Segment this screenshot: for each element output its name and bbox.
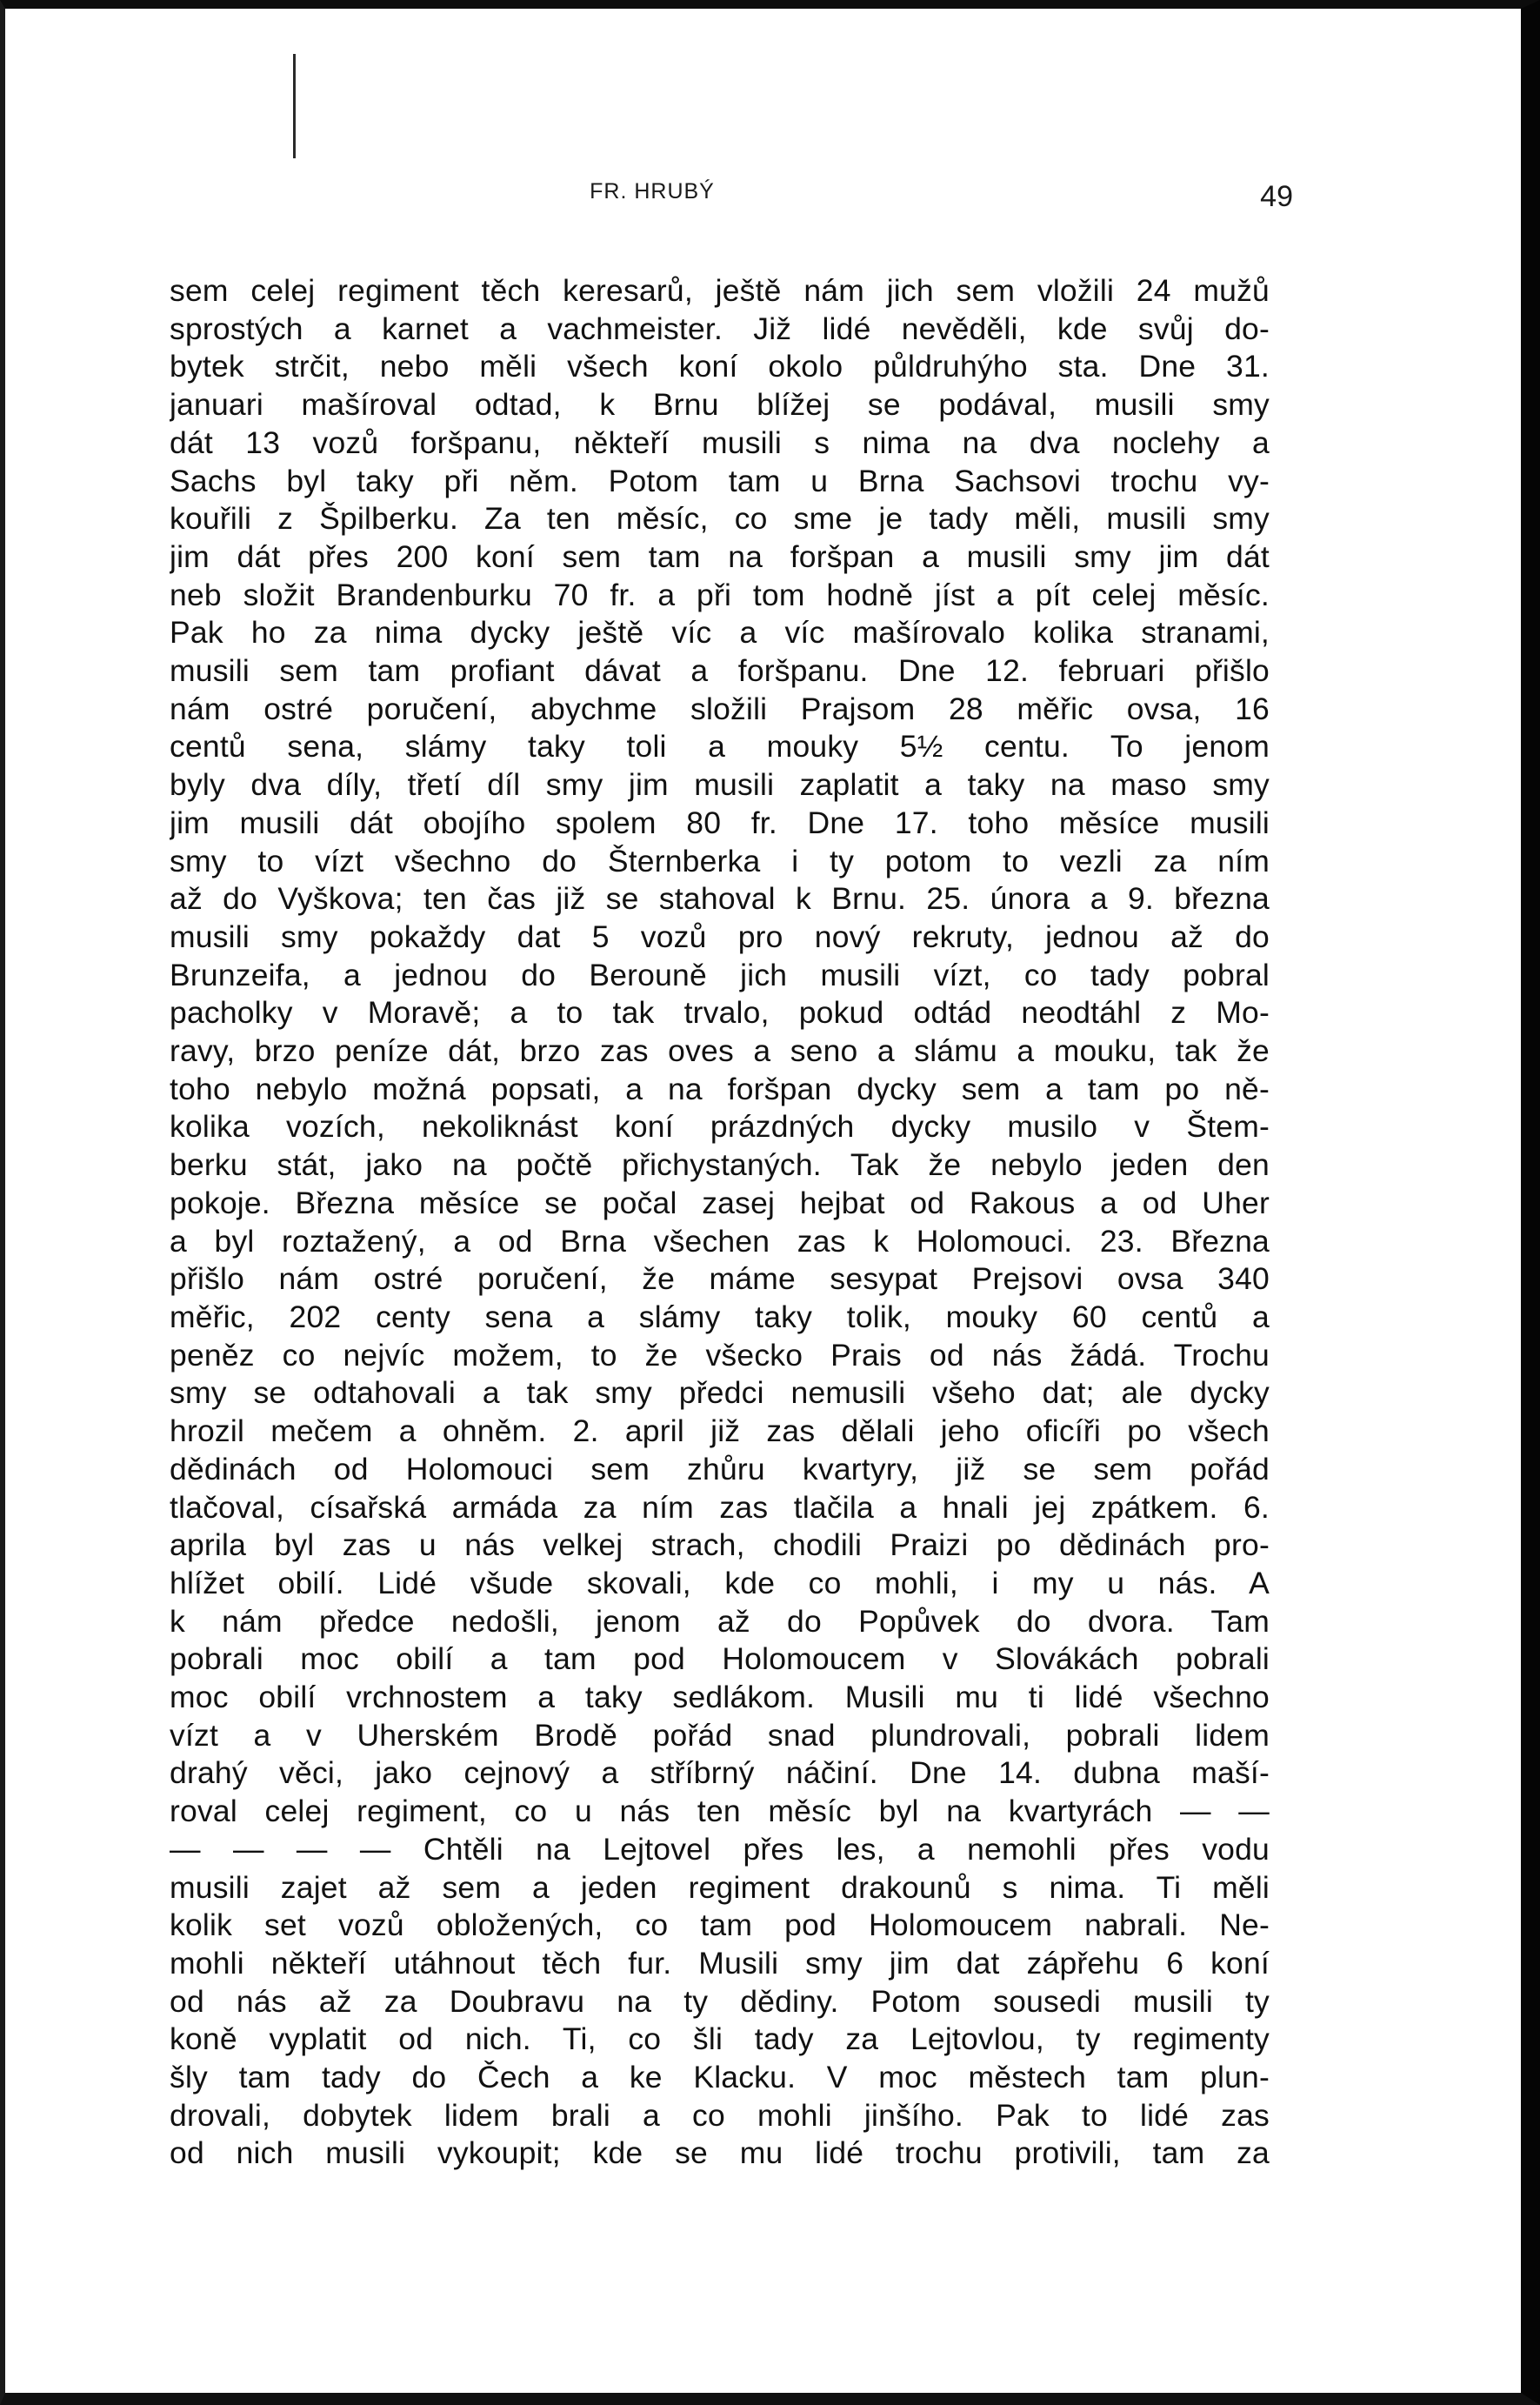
text-line: centů sena, slámy taky toli a mouky 5½ centu. To jenom (170, 729, 1270, 765)
text-line: mohli někteří utáhnout těch fur. Musili smy jim dat zápřehu 6 koní (170, 1945, 1270, 1981)
body-text (170, 272, 1270, 2173)
text-line: smy to vízt všechno do Šternberka i ty potom to vezli za ním (170, 843, 1270, 878)
text-line: kouřili z Špilberku. Za ten měsíc, co sme je tady měli, musili smy (170, 501, 1270, 537)
text-line: smy se odtahovali a tak smy předci nemusili všeho dat; ale dycky (170, 1375, 1270, 1411)
text-line: — — — — Chtěli na Lejtovel přes les, a nemohli přes vodu (170, 1831, 1270, 1867)
text-line: šly tam tady do Čech a ke Klacku. V moc městech tam plun- (170, 2060, 1270, 2095)
text-line: neb složit Brandenburku 70 fr. a při tom hodně jíst a pít celej měsíc. (170, 577, 1270, 612)
text-line: tlačoval, císařská armáda za ním zas tlačila a hnali jej zpátkem. 6. (170, 1489, 1270, 1525)
text-line: hlížet obilí. Lidé všude skovali, kde co mohli, i my u nás. A (170, 1565, 1270, 1600)
text-line: musili zajet až sem a jeden regiment drakounů s nima. Ti měli (170, 1869, 1270, 1905)
text-line: vízt a v Uherském Brodě pořád snad plundrovali, pobrali lidem (170, 1717, 1270, 1753)
text-line: berku stát, jako na počtě přichystaných. Tak že nebylo jeden den (170, 1147, 1270, 1183)
text-line: koně vyplatit od nich. Ti, co šli tady za Lejtovlou, ty regimenty (170, 2021, 1270, 2057)
text-line: ravy, brzo peníze dát, brzo zas oves a seno a slámu a mouku, tak že (170, 1033, 1270, 1069)
text-line: peněz co nejvíc možem, to že všecko Prais od nás žádá. Trochu (170, 1337, 1270, 1373)
text-line: Sachs byl taky při něm. Potom tam u Brna Sachsovi trochu vy- (170, 463, 1270, 498)
text-line: musili smy pokaždy dat 5 vozů pro nový rekruty, jednou až do (170, 919, 1270, 954)
text-line: Pak ho za nima dycky ještě víc a víc mašírovalo kolika stranami, (170, 615, 1270, 651)
text-line: drovali, dobytek lidem brali a co mohli jinšího. Pak to lidé zas (170, 2097, 1270, 2133)
text-line: k nám předce nedošli, jenom až do Popůvek do dvora. Tam (170, 1603, 1270, 1639)
text-line: od nich musili vykoupit; kde se mu lidé trochu protivili, tam za (170, 2135, 1270, 2171)
running-header: FR. HRUBÝ (590, 179, 715, 204)
text-line: jim musili dát obojího spolem 80 fr. Dne 17. toho měsíce musili (170, 805, 1270, 840)
text-line: aprila byl zas u nás velkej strach, chodili Praizi po dědinách pro- (170, 1527, 1270, 1563)
text-line: od nás až za Doubravu na ty dědiny. Potom sousedi musili ty (170, 1983, 1270, 2019)
text-line: a byl roztažený, a od Brna všechen zas k Holomouci. 23. Března (170, 1223, 1270, 1259)
text-line: januari mašíroval odtad, k Brnu blížej se podával, musili smy (170, 387, 1270, 423)
text-line: sem celej regiment těch keresarů, ještě nám jich sem vložili 24 mužů (170, 273, 1270, 308)
text-line: sprostých a karnet a vachmeister. Již lidé nevěděli, kde svůj do- (170, 311, 1270, 346)
text-line: bytek strčit, nebo měli všech koní okolo půldruhýho sta. Dne 31. (170, 349, 1270, 384)
text-line: byly dva díly, třetí díl smy jim musili zaplatit a taky na maso smy (170, 767, 1270, 803)
text-line: dědinách od Holomouci sem zhůru kvartyry, již se sem pořád (170, 1451, 1270, 1486)
text-line: měřic, 202 centy sena a slámy taky tolik, mouky 60 centů a (170, 1299, 1270, 1334)
text-line: přišlo nám ostré poručení, že máme sesypat Prejsovi ovsa 340 (170, 1261, 1270, 1297)
text-line: toho nebylo možná popsati, a na foršpan dycky sem a tam po ně- (170, 1071, 1270, 1106)
text-line: drahý věci, jako cejnový a stříbrný náčiní. Dne 14. dubna maší- (170, 1755, 1270, 1791)
text-line: pacholky v Moravě; a to tak trvalo, pokud odtád neodtáhl z Mo- (170, 995, 1270, 1031)
text-line: kolik set vozů obložených, co tam pod Holomoucem nabrali. Ne- (170, 1907, 1270, 1943)
scan-edge-mark (293, 54, 296, 158)
text-line: pobrali moc obilí a tam pod Holomoucem v Slovákách pobrali (170, 1641, 1270, 1677)
text-line: musili sem tam profiant dávat a foršpanu. Dne 12. februari přišlo (170, 653, 1270, 689)
page-number: 49 (1260, 180, 1293, 213)
text-line: až do Vyškova; ten čas již se stahoval k Brnu. 25. února a 9. března (170, 881, 1270, 917)
text-line: hrozil mečem a ohněm. 2. april již zas dělali jeho oficíři po všech (170, 1413, 1270, 1449)
text-line: moc obilí vrchnostem a taky sedlákom. Musili mu ti lidé všechno (170, 1680, 1270, 1715)
text-line: roval celej regiment, co u nás ten měsíc byl na kvartyrách — — (170, 1794, 1270, 1829)
text-line: dát 13 vozů foršpanu, někteří musili s nima na dva noclehy a (170, 424, 1270, 460)
text-line: jim dát přes 200 koní sem tam na foršpan a musili smy jim dát (170, 538, 1270, 574)
text-line: kolika vozích, nekoliknást koní prázdných dycky musilo v Štem- (170, 1109, 1270, 1145)
text-line: nám ostré poručení, abychme složili Prajsom 28 měřic ovsa, 16 (170, 691, 1270, 726)
text-line: Brunzeifa, a jednou do Berouně jich musili vízt, co tady pobral (170, 957, 1270, 992)
text-line: pokoje. Března měsíce se počal zasej hejbat od Rakous a od Uher (170, 1185, 1270, 1220)
